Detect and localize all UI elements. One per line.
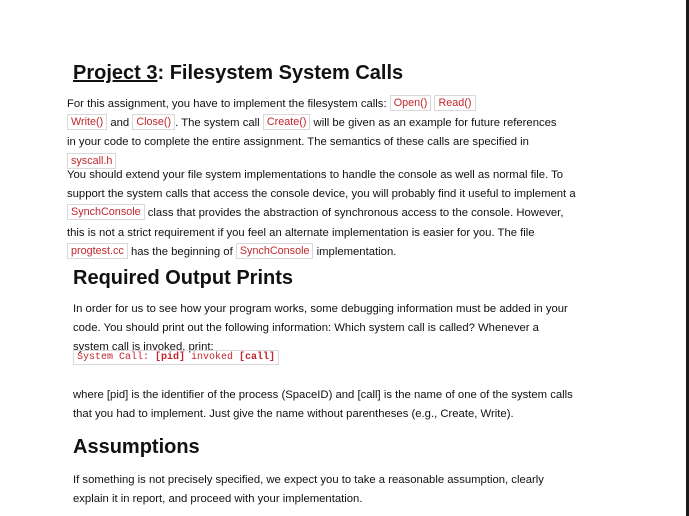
intro-text: For this assignment, you have to implement the filesystem calls: (67, 98, 390, 110)
intro-and: and (107, 117, 133, 130)
intro-text-2: . The system call (175, 117, 263, 130)
required-heading: Required Output Prints (73, 267, 293, 289)
intro-line-2 (67, 114, 557, 133)
intro-line-3: in your code to complete the entire assignment. The semantics of these calls are specified in (67, 136, 529, 149)
code-system-call: System Call: (77, 352, 156, 363)
explanation-line-2: that you had to implement. Just give the name without parentheses (e.g., Create, Write). (73, 408, 514, 421)
console-text-5b: implementation. (313, 245, 397, 258)
print-format-code (73, 350, 279, 365)
code-invoked: invoked (185, 352, 240, 363)
explanation-line-1: where [pid] is the identifier of the process (SpaceID) and [call] is the name of one of the system calls (73, 389, 573, 401)
required-paragraph (73, 300, 568, 358)
console-text-5: has the beginning of (127, 245, 236, 258)
intro-line-1 (67, 95, 557, 114)
required-line-2: code. You should print out the following information: Which system call is called? Whenever a (73, 322, 539, 335)
console-line-1: You should extend your file system implementations to handle the console as well as normal file. To (67, 169, 564, 181)
code-synchconsole-2: SynchConsole (236, 243, 314, 259)
console-line-2: support the system calls that access the console device, you will probably find it useful to implement a (67, 188, 576, 201)
code-syscall-h: syscall.h (67, 153, 116, 169)
intro-paragraph (67, 95, 557, 172)
title-rest: : Filesystem System Calls (157, 62, 404, 84)
required-explanation (73, 386, 573, 424)
intro-text-3: will be given as an example for future references (310, 117, 557, 130)
code-call: [call] (239, 352, 276, 363)
console-line-5 (67, 243, 576, 262)
required-line-1: In order for us to see how your program works, some debugging information must be added in your (73, 303, 568, 315)
assumptions-line-2: explain it in report, and proceed with your implementation. (73, 493, 363, 506)
assumptions-line-1: If something is not precisely specified, we expect you to take a reasonable assumption, clearly (73, 474, 544, 486)
console-line-3 (67, 204, 576, 223)
code-write: Write() (67, 114, 107, 130)
assumptions-heading: Assumptions (73, 436, 200, 458)
required-line-3: system call is invoked, print: (73, 341, 214, 354)
code-synchconsole: SynchConsole (67, 204, 145, 220)
console-line-4: this is not a strict requirement if you feel an alternate implementation is easier for you. The file (67, 226, 535, 239)
code-open: Open() (390, 95, 432, 111)
console-text-3: class that provides the abstraction of synchronous access to the console. However, (144, 207, 564, 220)
page-title (73, 62, 403, 85)
assumptions-paragraph (73, 471, 544, 509)
code-read: Read() (434, 95, 475, 111)
code-create: Create() (263, 114, 311, 130)
console-paragraph (67, 166, 576, 262)
code-pid: [pid] (155, 352, 186, 363)
code-close: Close() (132, 114, 175, 130)
project-label: Project 3 (73, 62, 158, 84)
code-progtest: progtest.cc (67, 243, 128, 259)
